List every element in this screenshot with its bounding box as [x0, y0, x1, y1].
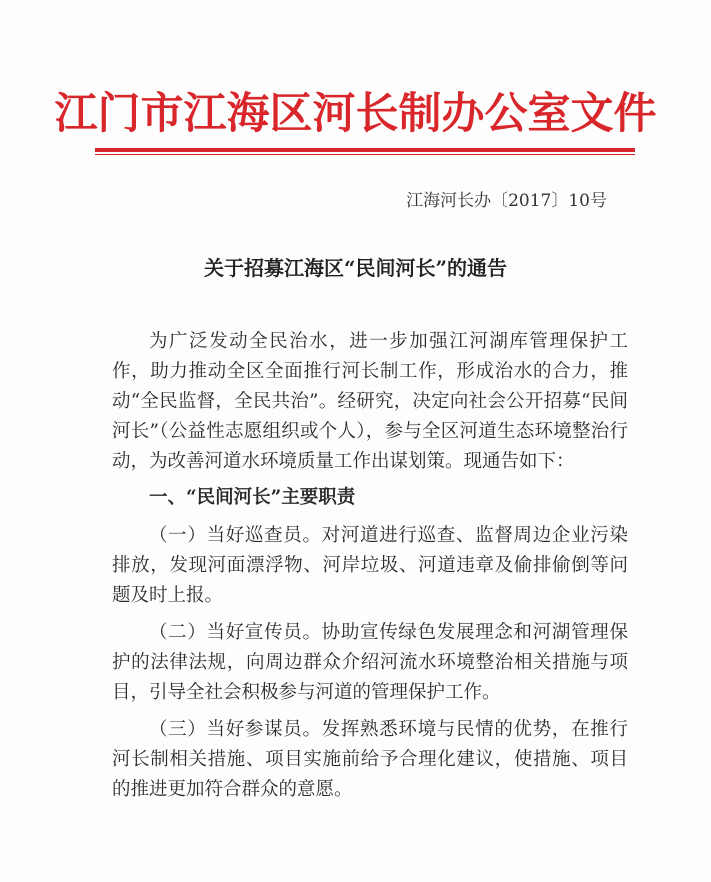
header-red-rule-thin: [95, 154, 635, 155]
duty-item-advisor: （三）当好参谋员。发挥熟悉环境与民情的优势，在推行河长制相关措施、项目实施前给予合理化建议，使措施、项目的推进更加符合群众的意愿。: [112, 719, 628, 800]
notice-title: 关于招募江海区“民间河长”的通告: [203, 256, 507, 280]
section-heading: 一、“民间河长”主要职责: [149, 487, 356, 508]
header-red-rule-thick: [95, 148, 635, 152]
duty-item-inspector: （一）当好巡查员。对河道进行巡查、监督周边企业污染排放，发现河面漂浮物、河岸垃圾、河道违章及偷排偷倒等问题及时上报。: [112, 525, 628, 606]
document-number: 江海河长办〔2017〕10号: [406, 191, 607, 211]
intro-paragraph: 为广泛发动全民治水，进一步加强江河湖库管理保护工作，助力推动全区全面推行河长制工作，形成治水的合力，推动“全民监督，全民共治”。经研究，决定向社会公开招募“民间河长”（公益性志愿组织或个人），参与全区河道生态环境整治行动，为改善河道水环境质量工作出谋划策。现通告如下：: [112, 331, 628, 472]
document-body: [112, 327, 628, 812]
document-header-title: 江门市江海区河长制办公室文件: [54, 89, 657, 139]
duty-item-publicist: （二）当好宣传员。协助宣传绿色发展理念和河湖管理保护的法律法规，向周边群众介绍河流水环境整治相关措施与项目，引导全社会积极参与河道的管理保护工作。: [112, 622, 628, 703]
